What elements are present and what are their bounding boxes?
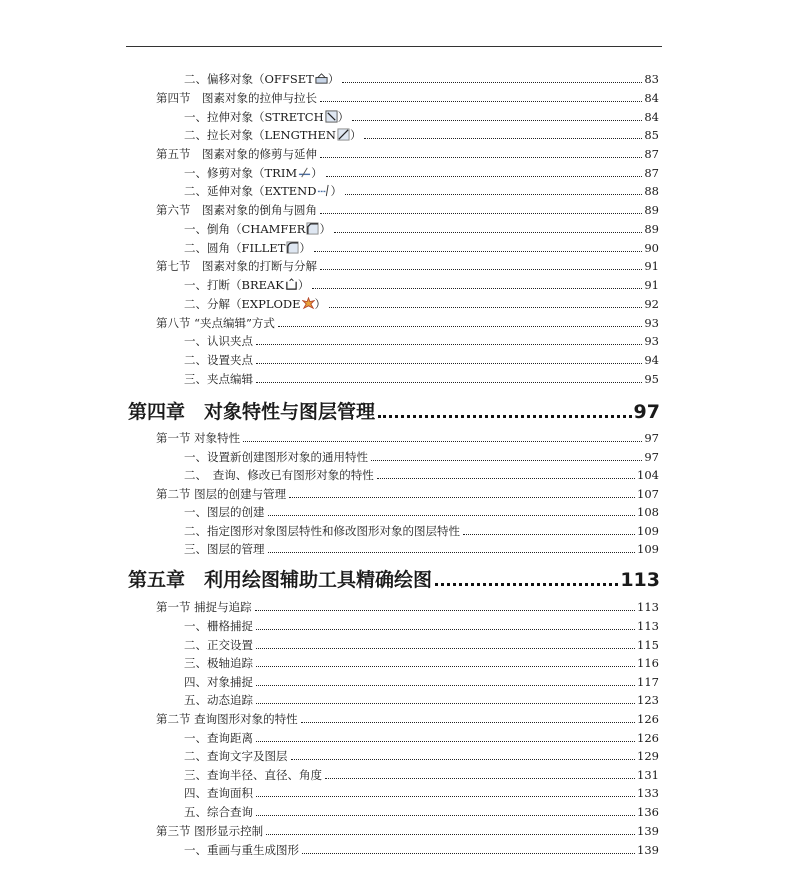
page-number: 84 xyxy=(644,110,659,124)
dot-leader xyxy=(302,852,635,854)
dot-leader xyxy=(342,81,642,83)
subsection-entry[interactable] xyxy=(184,842,659,860)
chamfer-icon xyxy=(306,222,319,235)
page-number: 85 xyxy=(644,128,659,142)
entry-title: 一、倒角（CHAMFER xyxy=(184,222,306,236)
entry-label xyxy=(184,467,374,483)
subsection-entry[interactable] xyxy=(184,333,659,351)
subsection-entry[interactable] xyxy=(184,523,659,541)
page-number: 117 xyxy=(637,675,659,689)
fillet-icon xyxy=(286,241,299,254)
page-number: 136 xyxy=(637,805,659,819)
entry-title: 四、对象捕捉 xyxy=(184,675,253,689)
entry-close-paren: ） xyxy=(337,110,350,124)
page-number: 107 xyxy=(637,487,659,501)
subsection-entry[interactable] xyxy=(184,296,659,314)
page-number: 123 xyxy=(637,693,659,707)
entry-title: 三、夹点编辑 xyxy=(184,372,253,386)
entry-label xyxy=(184,71,339,87)
trim-icon xyxy=(298,166,311,179)
dot-leader xyxy=(256,647,635,649)
subsection-entry[interactable] xyxy=(184,240,659,258)
page-number: 113 xyxy=(637,619,659,633)
dot-leader xyxy=(314,250,642,252)
subsection-entry[interactable] xyxy=(184,785,659,803)
entry-title: 第六节 图素对象的倒角与圆角 xyxy=(156,203,317,217)
entry-label xyxy=(156,258,317,274)
section-entry[interactable] xyxy=(156,486,659,504)
entry-title: 五、动态追踪 xyxy=(184,693,253,707)
entry-label xyxy=(184,804,253,820)
dot-leader xyxy=(378,414,632,418)
subsection-entry[interactable] xyxy=(184,692,659,710)
entry-title: 二、拉长对象（LENGTHEN xyxy=(184,128,336,142)
entry-label xyxy=(184,352,253,368)
section-entry[interactable] xyxy=(156,258,659,276)
page-number: 126 xyxy=(637,712,659,726)
page-number: 108 xyxy=(637,505,659,519)
chapter-heading[interactable] xyxy=(128,565,660,591)
page-number: 95 xyxy=(644,372,659,386)
entry-title: 一、拉伸对象（STRETCH xyxy=(184,110,324,124)
page-number: 97 xyxy=(633,401,660,423)
entry-label xyxy=(184,183,342,199)
entry-title: 第二节 查询图形对象的特性 xyxy=(156,712,298,726)
entry-close-paren: ） xyxy=(311,166,323,180)
entry-title: 第七节 图素对象的打断与分解 xyxy=(156,259,317,273)
dot-leader xyxy=(329,306,642,308)
page-number: 90 xyxy=(644,241,659,255)
dot-leader xyxy=(352,119,642,121)
dot-leader xyxy=(371,459,642,461)
entry-title: 一、认识夹点 xyxy=(184,334,253,348)
entry-title: 二、 查询、修改已有图形对象的特性 xyxy=(184,468,374,482)
subsection-entry[interactable] xyxy=(184,504,659,522)
entry-label xyxy=(184,371,253,387)
explode-icon xyxy=(302,297,315,310)
entry-label xyxy=(184,449,368,465)
subsection-entry[interactable] xyxy=(184,183,659,201)
entry-title: 一、修剪对象（TRIM xyxy=(184,166,298,180)
subsection-entry[interactable] xyxy=(184,165,659,183)
entry-title: 第二节 图层的创建与管理 xyxy=(156,487,287,501)
page-number: 129 xyxy=(637,749,659,763)
entry-label xyxy=(184,655,253,671)
page-number: 126 xyxy=(637,731,659,745)
entry-title: 第四节 图素对象的拉伸与拉长 xyxy=(156,91,317,105)
subsection-entry[interactable] xyxy=(184,449,659,467)
dot-leader xyxy=(256,740,635,742)
dot-leader xyxy=(435,582,618,586)
page-number: 109 xyxy=(637,542,659,556)
entry-label xyxy=(184,692,253,708)
dot-leader xyxy=(326,175,643,177)
entry-label xyxy=(184,767,322,783)
entry-label xyxy=(184,842,299,858)
entry-title: 第五章 利用绘图辅助工具精确绘图 xyxy=(128,569,433,591)
subsection-entry[interactable] xyxy=(184,277,659,295)
dot-leader xyxy=(320,100,642,102)
dot-leader xyxy=(268,551,636,553)
page-number: 109 xyxy=(637,524,659,538)
dot-leader xyxy=(256,665,635,667)
dot-leader xyxy=(345,193,642,195)
dot-leader xyxy=(256,362,642,364)
entry-label xyxy=(128,565,432,592)
page-number: 104 xyxy=(637,468,659,482)
page-number: 84 xyxy=(644,91,659,105)
page-number: 89 xyxy=(644,203,659,217)
dot-leader xyxy=(256,381,642,383)
entry-title: 一、设置新创建图形对象的通用特性 xyxy=(184,450,368,464)
entry-label xyxy=(184,240,311,256)
chapter-heading[interactable] xyxy=(128,397,660,423)
entry-title: 三、极轴追踪 xyxy=(184,656,253,670)
page-number: 131 xyxy=(637,768,659,782)
section-entry[interactable] xyxy=(156,315,659,333)
subsection-entry[interactable] xyxy=(184,767,659,785)
dot-leader xyxy=(364,137,642,139)
dot-leader xyxy=(289,496,635,498)
dot-leader xyxy=(320,268,642,270)
entry-close-paren: ） xyxy=(314,297,326,311)
entry-close-paren: ） xyxy=(327,72,340,86)
entry-close-paren: ） xyxy=(299,241,311,255)
dot-leader xyxy=(266,833,635,835)
extend-icon xyxy=(317,184,330,197)
subsection-entry[interactable] xyxy=(184,371,659,389)
dot-leader xyxy=(325,777,635,779)
entry-title: 第八节 “夹点编辑”方式 xyxy=(156,316,275,330)
dot-leader xyxy=(256,343,642,345)
section-entry[interactable] xyxy=(156,202,659,220)
entry-label xyxy=(184,541,265,557)
entry-label xyxy=(184,618,253,634)
dot-leader xyxy=(256,702,635,704)
entry-title: 三、查询半径、直径、角度 xyxy=(184,768,322,782)
page-number: 139 xyxy=(637,843,659,857)
entry-label xyxy=(156,202,317,218)
entry-label xyxy=(184,523,460,539)
subsection-entry[interactable] xyxy=(184,541,659,559)
entry-title: 一、查询距离 xyxy=(184,731,253,745)
dot-leader xyxy=(243,440,642,442)
entry-label xyxy=(184,730,253,746)
entry-title: 第三节 图形显示控制 xyxy=(156,824,264,838)
entry-title: 五、综合查询 xyxy=(184,805,253,819)
subsection-entry[interactable] xyxy=(184,748,659,766)
entry-label xyxy=(184,504,265,520)
subsection-entry[interactable] xyxy=(184,467,659,485)
stretch-icon xyxy=(325,110,338,123)
entry-label xyxy=(156,315,275,331)
entry-label xyxy=(156,146,317,162)
entry-label xyxy=(184,165,323,181)
entry-close-paren: ） xyxy=(330,184,342,198)
subsection-entry[interactable] xyxy=(184,618,659,636)
page-number: 91 xyxy=(644,259,659,273)
entry-label xyxy=(156,823,263,839)
entry-label xyxy=(184,333,253,349)
page-number: 116 xyxy=(637,656,659,670)
entry-label xyxy=(184,748,288,764)
break-icon xyxy=(285,278,298,291)
dot-leader xyxy=(301,721,635,723)
page-number: 139 xyxy=(637,824,659,838)
lengthen-icon xyxy=(337,128,350,141)
entry-title: 第一节 对象特性 xyxy=(156,431,241,445)
subsection-entry[interactable] xyxy=(184,655,659,673)
subsection-entry[interactable] xyxy=(184,804,659,822)
section-entry[interactable] xyxy=(156,823,659,841)
entry-title: 一、打断（BREAK xyxy=(184,278,284,292)
entry-close-paren: ） xyxy=(349,128,362,142)
entry-label xyxy=(184,127,361,143)
entry-label xyxy=(156,711,298,727)
entry-title: 二、延伸对象（EXTEND xyxy=(184,184,317,198)
entry-label xyxy=(184,674,253,690)
page-number: 88 xyxy=(644,184,659,198)
section-entry[interactable] xyxy=(156,599,659,617)
dot-leader xyxy=(312,287,642,289)
entry-label xyxy=(156,430,240,446)
subsection-entry[interactable] xyxy=(184,674,659,692)
dot-leader xyxy=(278,325,642,327)
page-number: 83 xyxy=(644,72,659,86)
subsection-entry[interactable] xyxy=(184,730,659,748)
subsection-entry[interactable] xyxy=(184,637,659,655)
page-number: 93 xyxy=(644,316,659,330)
entry-label xyxy=(128,397,375,424)
entry-title: 第四章 对象特性与图层管理 xyxy=(128,401,376,423)
section-entry[interactable] xyxy=(156,146,659,164)
page-number: 92 xyxy=(644,297,659,311)
entry-label xyxy=(184,109,349,125)
page-number: 97 xyxy=(644,450,659,464)
page-number: 115 xyxy=(637,638,659,652)
entry-close-paren: ） xyxy=(297,278,310,292)
dot-leader xyxy=(256,628,635,630)
subsection-entry[interactable] xyxy=(184,352,659,370)
entry-title: 一、栅格捕捉 xyxy=(184,619,253,633)
entry-title: 二、正交设置 xyxy=(184,638,253,652)
page-number: 87 xyxy=(644,147,659,161)
entry-label xyxy=(184,296,326,312)
entry-title: 四、查询面积 xyxy=(184,786,253,800)
section-entry[interactable] xyxy=(156,90,659,108)
entry-title: 二、查询文字及图层 xyxy=(184,749,288,763)
entry-close-paren: ） xyxy=(319,222,331,236)
entry-title: 二、偏移对象（OFFSET xyxy=(184,72,314,86)
entry-title: 二、圆角（FILLET xyxy=(184,241,286,255)
subsection-entry[interactable] xyxy=(184,109,659,127)
section-entry[interactable] xyxy=(156,711,659,729)
entry-label xyxy=(184,277,309,293)
page-number: 91 xyxy=(644,278,659,292)
offset-icon xyxy=(315,72,328,85)
dot-leader xyxy=(256,684,635,686)
dot-leader xyxy=(463,533,635,535)
entry-title: 三、图层的管理 xyxy=(184,542,265,556)
section-entry[interactable] xyxy=(156,430,659,448)
entry-label xyxy=(156,90,317,106)
dot-leader xyxy=(334,231,642,233)
entry-label xyxy=(184,637,253,653)
dot-leader xyxy=(256,814,635,816)
dot-leader xyxy=(377,477,635,479)
entry-title: 二、分解（EXPLODE xyxy=(184,297,301,311)
entry-title: 第五节 图素对象的修剪与延伸 xyxy=(156,147,317,161)
entry-label xyxy=(156,599,252,615)
dot-leader xyxy=(255,609,635,611)
entry-label xyxy=(184,785,253,801)
page-number: 89 xyxy=(644,222,659,236)
page-number: 113 xyxy=(620,569,660,591)
entry-label xyxy=(184,221,331,237)
subsection-entry[interactable] xyxy=(184,221,659,239)
entry-title: 一、重画与重生成图形 xyxy=(184,843,299,857)
page-number: 133 xyxy=(637,786,659,800)
dot-leader xyxy=(256,795,635,797)
dot-leader xyxy=(320,212,642,214)
entry-label xyxy=(156,486,286,502)
dot-leader xyxy=(291,758,636,760)
page-number: 113 xyxy=(637,600,659,614)
dot-leader xyxy=(268,514,636,516)
entry-title: 二、指定图形对象图层特性和修改图形对象的图层特性 xyxy=(184,524,460,538)
page-number: 87 xyxy=(644,166,659,180)
subsection-entry[interactable] xyxy=(184,127,659,145)
header-rule xyxy=(126,46,662,47)
page-number: 97 xyxy=(644,431,659,445)
entry-title: 二、设置夹点 xyxy=(184,353,253,367)
page-number: 94 xyxy=(644,353,659,367)
subsection-entry[interactable] xyxy=(184,71,659,89)
page-number: 93 xyxy=(644,334,659,348)
entry-title: 第一节 捕捉与追踪 xyxy=(156,600,252,614)
entry-title: 一、图层的创建 xyxy=(184,505,265,519)
dot-leader xyxy=(320,156,642,158)
